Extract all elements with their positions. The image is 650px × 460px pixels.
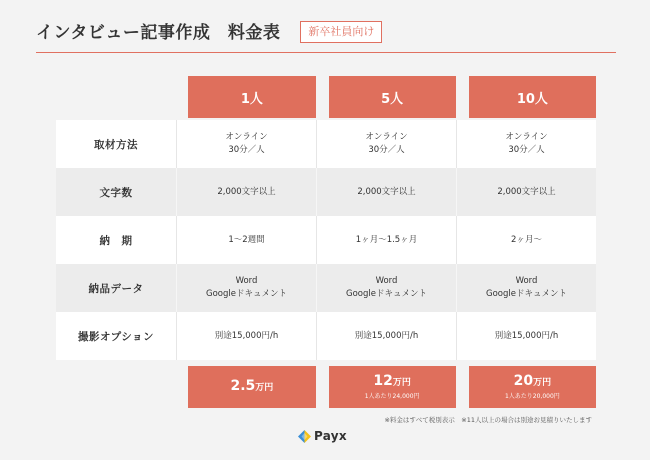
price-cell-1 [188,366,315,408]
table-row-delivery-period [56,216,596,264]
price-cell-10 [469,366,596,408]
table-cell: 2,000文字以上 [176,168,316,216]
price-per-person: 1人あたり20,000円 [504,393,560,400]
table-cell: 1〜2週間 [176,216,316,264]
table-cell: Word Googleドキュメント [176,264,316,312]
row-label: 納品データ [88,282,144,295]
table-cell: Word Googleドキュメント [316,264,456,312]
table-cell: 別途15,000円/h [176,312,316,360]
pricing-table [56,76,596,408]
row-label: 取材方法 [94,138,138,151]
footnote: ※料金はすべて税別表示 ※11人以上の場合は別途お見積りいたします [384,416,592,424]
row-label: 文字数 [99,186,133,199]
logo-text: Payx [314,429,347,443]
plan-header-1: 1人 [188,76,315,118]
row-label: 撮影オプション [77,330,155,343]
page-header [36,20,616,53]
table-cell: 別途15,000円/h [456,312,596,360]
table-cell: 別途15,000円/h [316,312,456,360]
table-cell: オンライン 30分／人 [456,120,596,168]
table-body [56,120,596,360]
table-cell: 2ヶ月〜 [456,216,596,264]
price-amount: 20万円 [513,373,552,389]
plan-header-10: 10人 [469,76,596,118]
payx-logo [298,429,347,443]
plan-header-row [56,76,596,118]
page-title: インタビュー記事作成 料金表 [36,23,281,43]
price-per-person: 1人あたり24,000円 [364,393,420,400]
plan-header-5: 5人 [329,76,456,118]
payx-logo-icon [298,430,311,443]
table-row-interview-method [56,120,596,168]
price-amount: 2.5万円 [230,378,274,394]
table-row-delivery-data [56,264,596,312]
table-cell: 2,000文字以上 [316,168,456,216]
price-row [56,366,596,408]
table-row-word-count [56,168,596,216]
table-cell: オンライン 30分／人 [176,120,316,168]
audience-badge: 新卒社員向け [300,21,382,43]
table-cell: 1ヶ月〜1.5ヶ月 [316,216,456,264]
table-row-photo-option [56,312,596,360]
table-cell: Word Googleドキュメント [456,264,596,312]
price-cell-5 [329,366,456,408]
row-label: 納 期 [99,234,133,247]
table-cell: オンライン 30分／人 [316,120,456,168]
table-cell: 2,000文字以上 [456,168,596,216]
price-amount: 12万円 [373,373,411,389]
